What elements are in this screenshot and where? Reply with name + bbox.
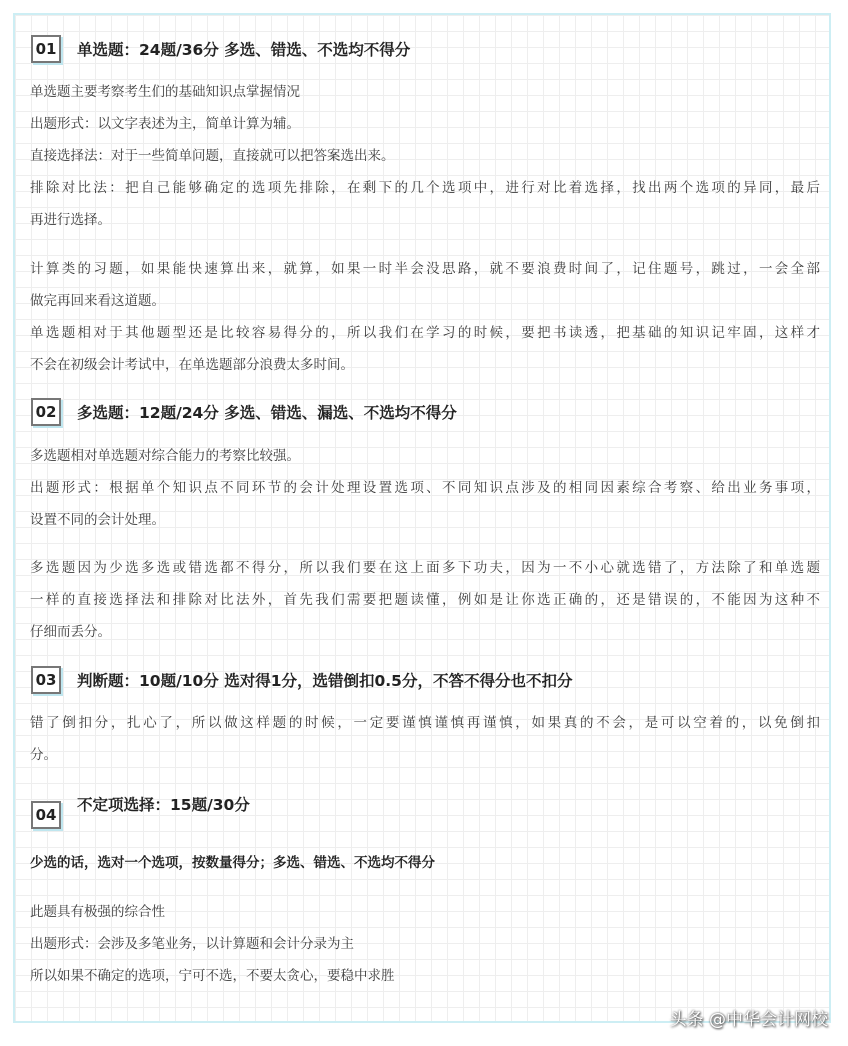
section-title: 多选题：12题/24分 多选、错选、漏选、不选均不得分 [77, 404, 457, 422]
paragraph-line: 单选题相对于其他题型还是比较容易得分的，所以我们在学习的时候，要把书读透，把基础的知识记牢固，这样才 [30, 325, 820, 341]
section-header-01 [31, 34, 410, 64]
paragraph-line: 直接选择法：对于一些简单问题，直接就可以把答案选出来。 [30, 148, 395, 164]
section-number-badge: 03 [31, 666, 61, 694]
paragraph-line: 不会在初级会计考试中，在单选题部分浪费太多时间。 [30, 357, 354, 373]
watermark: 头条 @中华会计网校 [669, 1010, 828, 1030]
paragraph-line: 分。 [30, 747, 57, 763]
paragraph-line: 做完再回来看这道题。 [30, 293, 165, 309]
paragraph-line: 所以如果不确定的选项，宁可不选，不要太贪心，要稳中求胜 [30, 968, 395, 984]
paragraph-line: 一样的直接选择法和排除对比法外，首先我们需要把题读懂，例如是让你选正确的，还是错误的，不能因为这种不 [30, 592, 820, 608]
paragraph-line: 多选题因为少选多选或错选都不得分，所以我们要在这上面多下功夫，因为一不小心就选错了，方法除了和单选题 [30, 560, 820, 576]
paragraph-line: 排除对比法：把自己能够确定的选项先排除，在剩下的几个选项中，进行对比着选择，找出两个选项的异同，最后 [30, 180, 820, 196]
paragraph-line-bold: 少选的话，选对一个选项，按数量得分；多选、错选、不选均不得分 [30, 855, 435, 871]
paragraph-line: 仔细而丢分。 [30, 624, 111, 640]
section-header-02 [31, 397, 457, 427]
section-number-badge: 01 [31, 35, 61, 63]
paragraph-line: 出题形式：以文字表述为主，简单计算为辅。 [30, 116, 300, 132]
paragraph-line: 单选题主要考察考生们的基础知识点掌握情况 [30, 84, 300, 100]
paragraph-line: 计算类的习题，如果能快速算出来，就算，如果一时半会没思路，就不要浪费时间了，记住题号，跳过，一会全部 [30, 261, 820, 277]
paragraph-line: 再进行选择。 [30, 212, 111, 228]
section-header-03 [31, 665, 572, 695]
paragraph-line: 出题形式：根据单个知识点不同环节的会计处理设置选项、不同知识点涉及的相同因素综合考察、给出业务事项， [30, 480, 820, 496]
section-title: 不定项选择：15题/30分 [77, 796, 250, 814]
section-header-04 [31, 789, 250, 824]
article-card [13, 13, 831, 1023]
section-title: 单选题：24题/36分 多选、错选、不选均不得分 [77, 41, 411, 59]
paragraph-line: 此题具有极强的综合性 [30, 904, 165, 920]
paragraph-line: 设置不同的会计处理。 [30, 512, 165, 528]
section-number-badge: 02 [31, 398, 61, 426]
section-title: 判断题：10题/10分 选对得1分，选错倒扣0.5分，不答不得分也不扣分 [77, 672, 573, 690]
paragraph-line: 多选题相对单选题对综合能力的考察比较强。 [30, 448, 300, 464]
paragraph-line: 出题形式：会涉及多笔业务，以计算题和会计分录为主 [30, 936, 354, 952]
paragraph-line: 错了倒扣分，扎心了，所以做这样题的时候，一定要谨慎谨慎再谨慎，如果真的不会，是可以空着的，以免倒扣 [30, 715, 820, 731]
section-number-badge: 04 [31, 801, 61, 829]
